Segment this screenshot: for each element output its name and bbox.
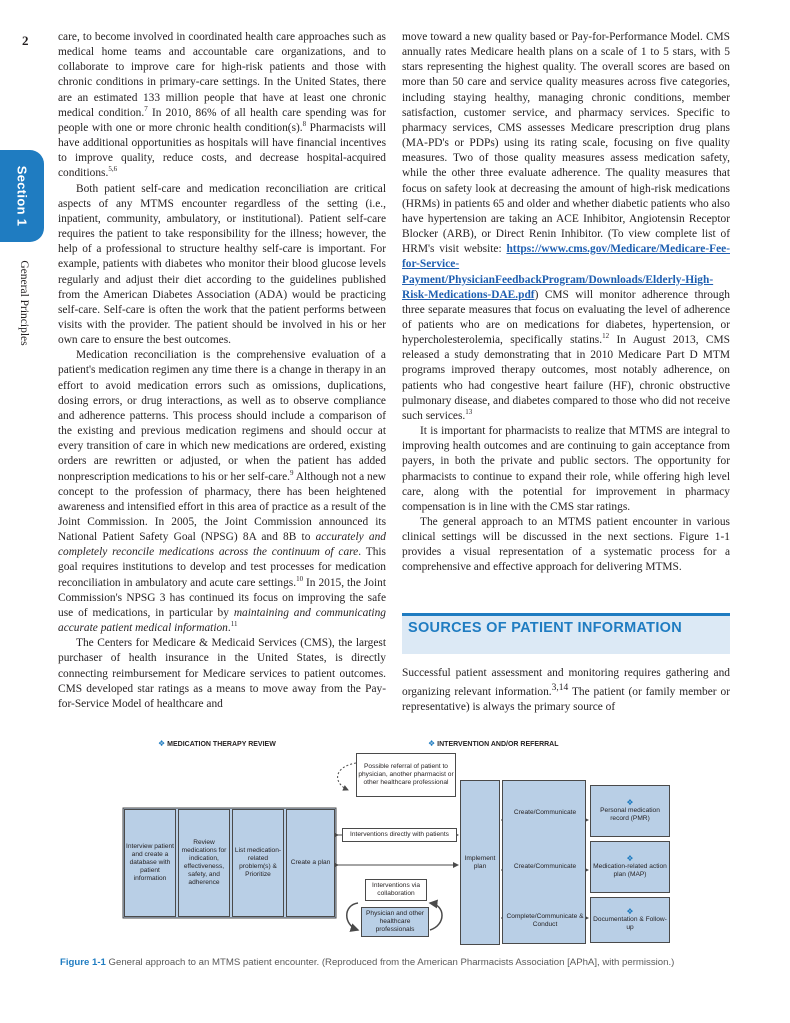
page-number: 2 [22, 33, 29, 48]
left-column-paragraph: Both patient self-care and medication reconciliation are critical aspects of any MTMS encounter regardless of the setting (i.e., inpatient, community, ambulatory, or institutional). Patient self-care requires the patient to take responsibility for the illness; however, the help of a professional to structure healthy self-care is important. For example, patients with diabetes who monitor their blood glucose levels regularly and adjust their diet according to the guidelines published from the American Diabetes Association (ADA) would be practicing self-care. Self-care is often the work that the patient performs between visits with the provider. The patient should be involved in his or her own care to ensure the best outcomes. [58, 182, 386, 347]
box-communicate-3: Complete/Communicate & Conduct [506, 911, 584, 931]
box-implement: Implement plan [460, 780, 500, 945]
box-communicate-2: Create/Communicate [506, 861, 584, 873]
box-interventions-direct: Interventions directly with patients [342, 828, 457, 842]
left-column-paragraph: The Centers for Medicare & Medicaid Services (CMS), the largest purchaser of health insurance in the United States, is directly connecting reimbursement for Medicare services to patient outcomes. CMS developed star ratings as a means to move away from the Pay-for-Service Model of healthcare and [58, 637, 386, 710]
box-map: ❖ Medication-related action plan (MAP) [590, 841, 670, 893]
right-column-paragraph: The general approach to an MTMS patient encounter in various clinical settings will be discussed in the next sections. Figure 1-1 provides a visual representation of a systematic process for a comprehensive and effective approach for delivering MTMS. [402, 516, 730, 574]
diamond-icon: ❖ [626, 854, 634, 863]
box-physician-other: Physician and other healthcare professionals [361, 907, 429, 937]
section-tab [0, 150, 44, 242]
left-column [58, 30, 386, 712]
figure-caption [60, 957, 730, 970]
section-subtitle [14, 248, 34, 358]
box-communicate-1: Create/Communicate [506, 807, 584, 819]
figure-header-left: ❖ MEDICATION THERAPY REVIEW [158, 739, 276, 748]
box-interview: Interview patient and create a database with patient information [124, 809, 176, 917]
left-column-paragraph: Medication reconciliation is the comprehensive evaluation of a patient's medication regimen any time there is a change in therapy in an effort to avoid medication errors such as omissions, duplications, dosing errors, or drug interactions, as well as to observe compliance and adherence patterns. This process should include a comparison of the existing and previous medication regimens and should occur at every transition of care in which new medications are ordered, existing orders are rewritten or adjusted, or when the patient has added nonprescription medications to his or her self-care.$^9$ Although not a new concept to the profession of pharmacy, there has been heightened awareness and intensified effort in this area of practice as a result of the Joint Commission. In 2005, the Joint Commission announced its National Patient Safety Goal (NPSG) 8A and 8B to accurately and completely reconcile medications across the continuum of care. This goal requires institutions to develop and test processes for medication reconciliation in ambulatory and acute care settings.$^{10}$ In 2015, the Joint Commission's NPSG 3 has continued its focus on improving the safe use of medications, in particular by maintaining and communicating accurate patient medical information.$^{11}$ [58, 349, 387, 635]
box-review: Review medications for indication, effectiveness, safety, and adherence [178, 809, 230, 917]
figure-1-1 [118, 735, 673, 950]
figure-caption-text: General approach to an MTMS patient encounter. (Reproduced from the American Pharmacists Association [APhA], with permission.) [108, 957, 675, 968]
section-tab-label: Section 1 [14, 165, 30, 227]
box-pmr: ❖ Personal medication record (PMR) [590, 785, 670, 837]
box-interventions-collab: Interventions via collaboration [365, 879, 427, 901]
section-subtitle-label: General Principles [18, 260, 30, 346]
diamond-icon: ❖ [626, 907, 634, 916]
box-referral: Possible referral of patient to physician, another pharmacist or other healthcare professional [356, 753, 456, 797]
diamond-icon: ❖ [158, 739, 166, 748]
figure-header-right: ❖ INTERVENTION AND/OR REFERRAL [428, 739, 559, 748]
diamond-icon: ❖ [428, 739, 436, 748]
box-followup: ❖ Documentation & Follow-up [590, 897, 670, 943]
sources-heading: SOURCES OF PATIENT INFORMATION [402, 613, 730, 654]
hrm-link[interactable]: https://www.cms.gov/Medicare/Medicare-Fee-for-Service-Payment/PhysicianFeedbackProgram/Downloads/Elderly-High-Risk-Medications-DAE.pdf [402, 243, 730, 301]
right-column-paragraph: It is important for pharmacists to realize that MTMS are integral to improving health outcomes and are continuing to gain acceptance from payers, in both the private and public sectors. The opportunity for pharmacists to continue to expand their role, while offering high level care, along with the potential for improvement in pharmacy compensation is in line with the CMS star ratings. [402, 425, 730, 513]
right-column [402, 30, 730, 576]
right-column-paragraph: move toward a new quality based or Pay-for-Performance Model. CMS annually rates Medicare health plans on a scale of 1 to 5 stars, with 5 stars representing the highest quality. The overall scores are based on more than 50 care and service quality measures across five categories, including staying healthy, managing chronic conditions, member satisfaction, customer service, and pharmacy services. Specific to pharmacy services, CMS assesses Medicare prescription drug plans (MA-PD's or PDPs) using its rating scale, focusing on five quality measures. Two of those quality measures assess medication safety, while the other three evaluate adherence. The quality measures that focus on safety look at decreasing the amount of high-risk medications (HRMs) in patients 65 and older and whether diabetic patients who also have hypertension are taking an ACE Inhibitor, Angiotensin Receptor Blocker (ARB), or Direct Renin Inhibitor. (To view complete list of HRM's visit website: https://www.cms.gov/Medicare/Medicare-Fee-for-Service-Payment/PhysicianFeedbackProgram/Downloads/Elderly-High-Risk-Medications-DAE.pdf) CMS will monitor adherence through three separate measures that focus on evaluating the level of adherence of patients who are on medications for diabetes, hypertension, or hypercholesterolemia, specifically statins.$^{12}$ In August 2013, CMS released a study demonstrating that in 2010 Medicare Part D MTM programs improved therapy outcomes, most notably adherence, on patients who had congestive heart failure (HF), chronic obstructive pulmonary disease, and diabetes compared to those who did not receive such services.$^{13}$ [402, 31, 730, 422]
left-column-paragraph: care, to become involved in coordinated health care approaches such as medical home teams and accountable care organizations, and to collaborate to improve care for high-risk patients and those with chronic conditions in primary-care settings. In the United States, there are an estimated 133 million people that have at least one chronic medical condition.$^7$ In 2010, 86% of all health care spending was for people with one or more chronic health condition(s).$^8$ Pharmacists will have additional opportunities as hospitals will have financial incentives to improve quality, reduce costs, and decrease hospital-acquired conditions.$^{5,6}$ [58, 31, 386, 180]
figure-label: Figure 1-1 [60, 957, 106, 968]
box-list: List medication-related problem(s) & Prioritize [232, 809, 284, 917]
box-create-plan: Create a plan [286, 809, 335, 917]
sources-paragraph: Successful patient assessment and monitoring requires gathering and organizing relevant information.$^{3,14}$ The patient (or family member or representative) is always the primary source of [402, 667, 730, 714]
diamond-icon: ❖ [626, 798, 634, 807]
